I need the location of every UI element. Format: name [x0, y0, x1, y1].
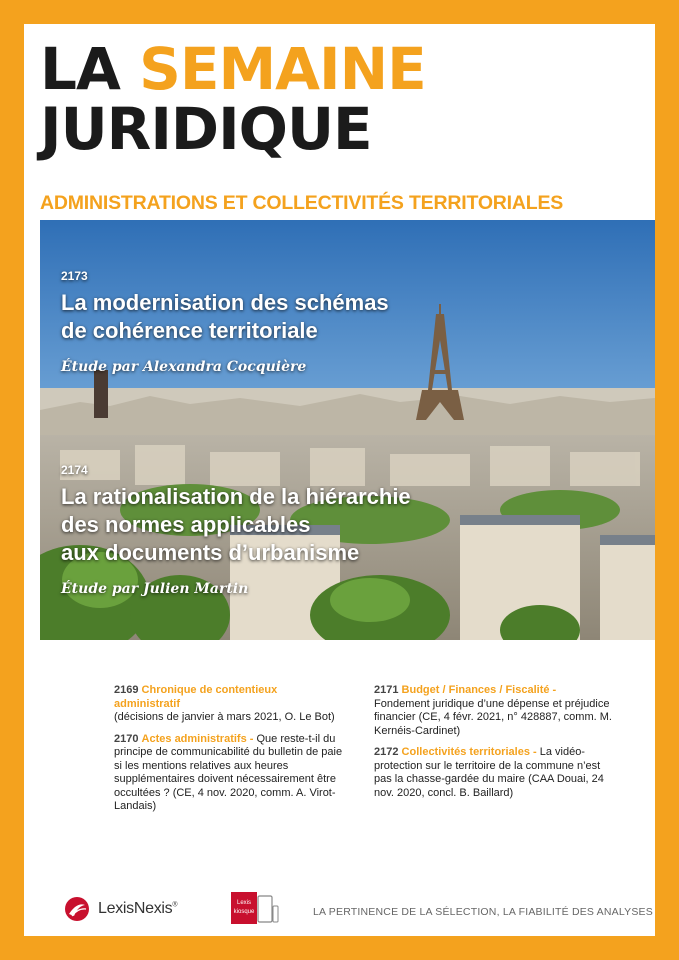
- article-title-line: La rationalisation de la hiérarchie: [61, 484, 411, 509]
- kiosque-line2: kiosque: [233, 909, 255, 915]
- masthead-la: LA: [40, 35, 120, 103]
- publisher-label: LexisNexis: [98, 900, 173, 917]
- lexisnexis-logo[interactable]: [64, 896, 177, 922]
- kiosque-book-icon: [231, 892, 257, 924]
- summary-entry-2172[interactable]: [374, 746, 614, 800]
- article-author: Étude par Julien Martin: [61, 581, 249, 597]
- footer-tagline: LA PERTINENCE DE LA SÉLECTION, LA FIABILITÉ DES ANALYSES: [313, 906, 653, 918]
- article-title: [61, 483, 411, 567]
- entry-number: 2172: [374, 746, 399, 758]
- summary-entry-2170[interactable]: [114, 733, 344, 814]
- article-author: Étude par Alexandra Cocquière: [61, 359, 307, 375]
- registered-mark: ®: [172, 901, 178, 909]
- entry-number: 2171: [374, 684, 399, 696]
- entry-heading: Collectivités territoriales -: [401, 746, 537, 758]
- lexis-kiosque-badge[interactable]: [231, 892, 279, 924]
- article-number: 2174: [61, 463, 88, 477]
- entry-text: Que reste-t-il du principe de communicabilité du bulletin de paie si les mentions relatives aux heures supplémentaires doivent nécessairement être occultées ? (CE, 4 nov. 2020, comm. A. Virot-Landais): [114, 732, 343, 812]
- masthead-juridique: JURIDIQUE: [40, 95, 372, 163]
- summary-right-column: [374, 684, 614, 808]
- cover-photo-paris: [40, 220, 655, 640]
- summary-entry-2169[interactable]: [114, 684, 344, 725]
- masthead-semaine: SEMAINE: [139, 35, 426, 103]
- article-title-line: La modernisation des schémas: [61, 290, 389, 315]
- entry-heading: Chronique de contentieux administratif: [114, 684, 278, 710]
- lexisnexis-emblem-icon: [64, 896, 90, 922]
- summary-left-column: [114, 684, 344, 822]
- summary-entry-2171[interactable]: [374, 684, 614, 738]
- masthead: [40, 35, 426, 164]
- article-title-line: des normes applicables: [61, 512, 311, 537]
- kiosque-line1: Lexis: [236, 900, 251, 906]
- entry-heading: Budget / Finances / Fiscalité -: [401, 684, 557, 696]
- montparnasse-tower: [94, 370, 108, 418]
- article-number: 2173: [61, 269, 88, 283]
- masthead-line1: [40, 35, 426, 103]
- entry-number: 2169: [114, 684, 139, 696]
- cover-article-2173[interactable]: [61, 269, 389, 375]
- entry-heading: Actes administratifs -: [141, 732, 254, 745]
- edition-subtitle: ADMINISTRATIONS ET COLLECTIVITÉS TERRITORIALES: [40, 192, 564, 214]
- entry-text: (décisions de janvier à mars 2021, O. Le Bot): [114, 711, 335, 723]
- cover-article-2174[interactable]: [61, 463, 411, 597]
- entry-text: La vidéo-protection sur le territoire de la commune n’est pas la chasse-gardée du maire (CAA Douai, 24 nov. 2020, concl. B. Baillard): [374, 746, 604, 799]
- tablet-phone-icon: [257, 894, 279, 924]
- entry-text: Fondement juridique d’une dépense et préjudice financier (CE, 4 févr. 2021, n° 428887, comm. M. Kernéis-Cardinet): [374, 697, 612, 737]
- article-title-line: de cohérence territoriale: [61, 318, 318, 343]
- publisher-name: [98, 900, 177, 918]
- entry-number: 2170: [114, 732, 139, 745]
- article-title: [61, 289, 389, 345]
- article-title-line: aux documents d’urbanisme: [61, 540, 360, 565]
